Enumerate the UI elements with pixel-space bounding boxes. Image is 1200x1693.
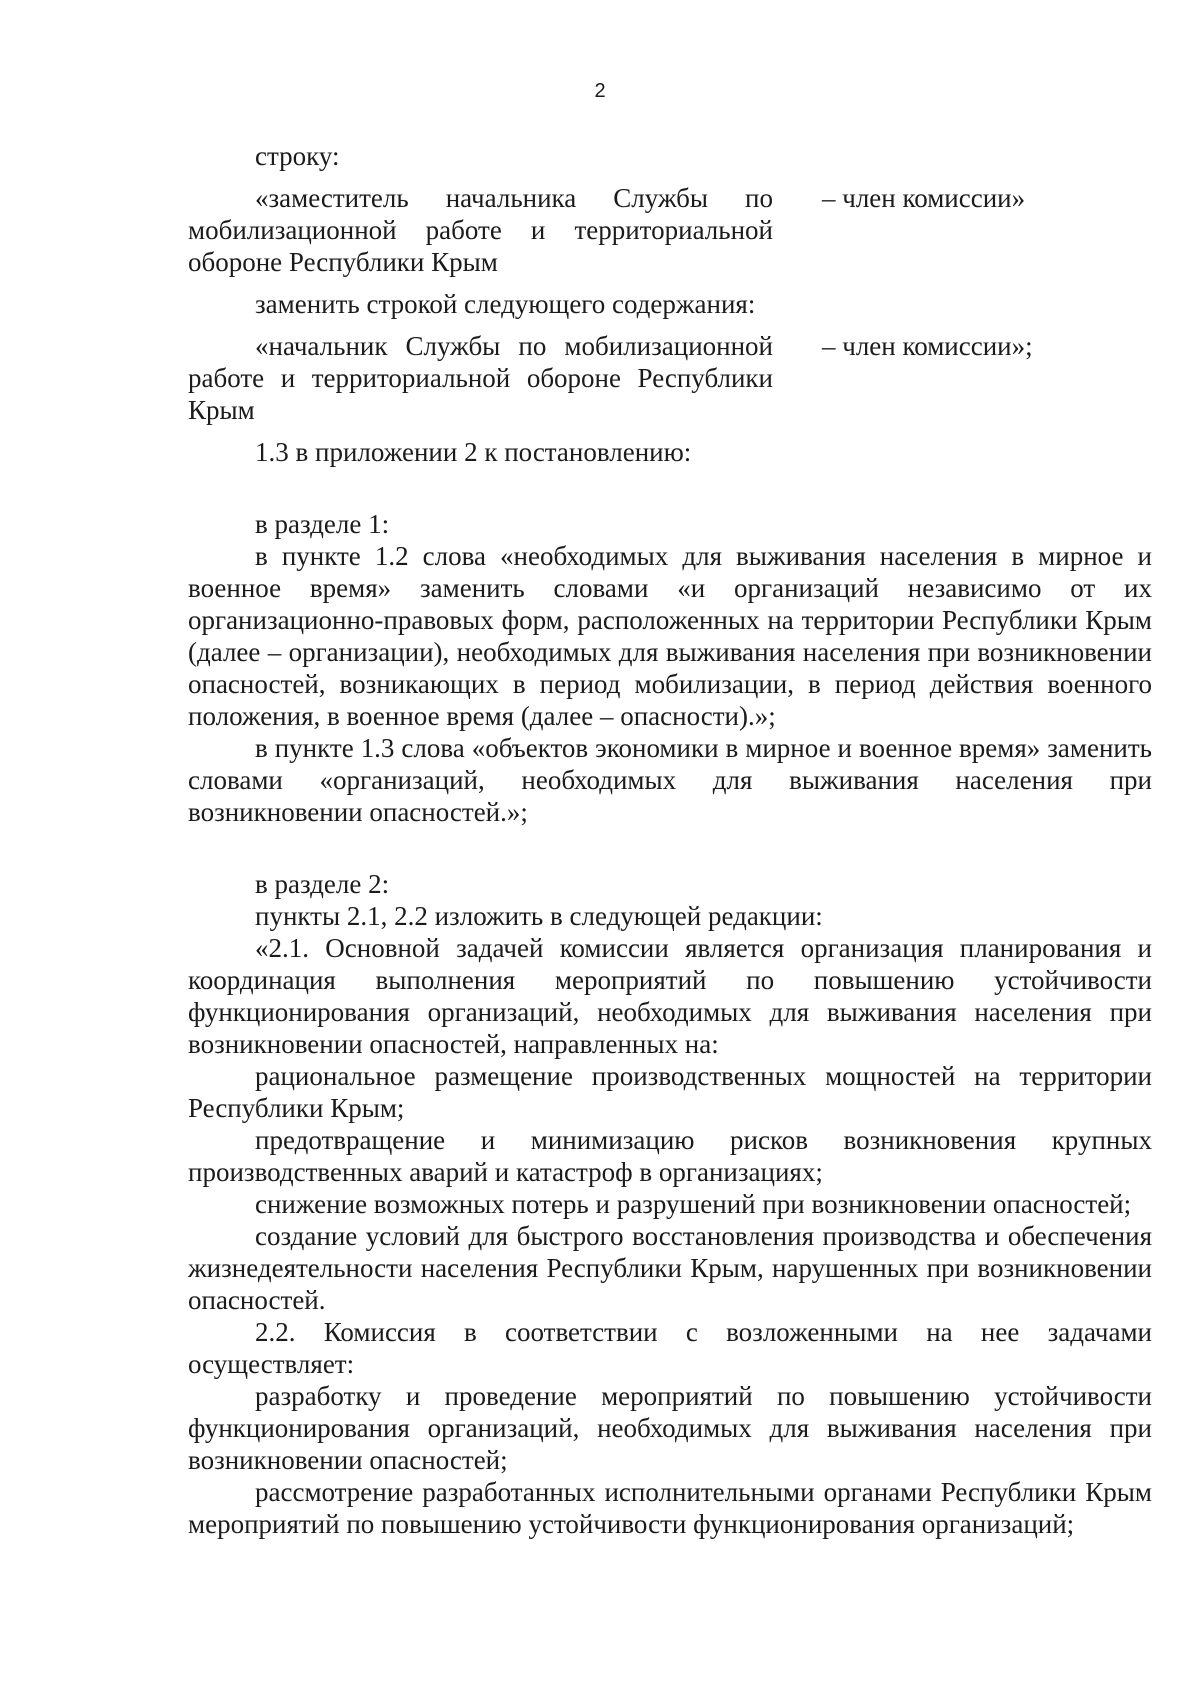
section2-paragraph: разработку и проведение мероприятий по повышению устойчивости функционирования организаций, необходимых для выживания населения при возникновении опасностей;	[188, 1381, 1152, 1475]
section2-paragraph: «2.1. Основной задачей комиссии является организация планирования и координация выполнения мероприятий по повышению устойчивости функционирования организаций, необходимых для выживания населения при возникновении опасностей, направленных на:	[188, 933, 1152, 1059]
row-chief	[188, 330, 1152, 426]
section2-paragraph: предотвращение и минимизацию рисков возникновения крупных производственных аварий и катастроф в организациях;	[188, 1125, 1152, 1187]
row1-position: «заместитель начальника Службы по мобилизационной работе и территориальной обороне Республики Крым	[188, 183, 773, 277]
section1-heading: в разделе 1:	[255, 509, 390, 539]
section2-paragraph: пункты 2.1, 2.2 изложить в следующей редакции:	[255, 901, 823, 931]
appendix-heading: 1.3 в приложении 2 к постановлению:	[255, 437, 692, 467]
section1-paragraph: в пункте 1.2 слова «необходимых для выживания населения в мирное и военное время» заменить словами «и организаций независимо от их организационно-правовых форм, расположенных на территории Республики Крым (далее – организации), необходимых для выживания населения при возникновении опасностей, возникающих в период мобилизации, в период действия военного положения, в военное время (далее – опасности).»;	[188, 541, 1152, 731]
intro-line: строку:	[255, 141, 340, 171]
row2-position: «начальник Службы по мобилизационной работе и территориальной обороне Республики Крым	[188, 331, 773, 425]
row-deputy-chief	[188, 182, 1152, 278]
section2-paragraph: рациональное размещение производственных мощностей на территории Республики Крым;	[188, 1061, 1152, 1123]
document-body	[188, 140, 1152, 1540]
row2-role: – член комиссии»;	[822, 331, 1033, 361]
replace-line: заменить строкой следующего содержания:	[255, 289, 756, 319]
section2-heading: в разделе 2:	[255, 869, 390, 899]
section2-paragraph: создание условий для быстрого восстановления производства и обеспечения жизнедеятельности населения Республики Крым, нарушенных при возникновении опасностей.	[188, 1221, 1152, 1315]
section2-paragraph: 2.2. Комиссия в соответствии с возложенными на нее задачами осуществляет:	[188, 1317, 1152, 1379]
page-number: 2	[594, 80, 606, 102]
row1-role: – член комиссии»	[822, 183, 1026, 213]
section2-paragraph: снижение возможных потерь и разрушений при возникновении опасностей;	[255, 1189, 1132, 1219]
section1-paragraph: в пункте 1.3 слова «объектов экономики в мирное и военное время» заменить словами «организаций, необходимых для выживания населения при возникновении опасностей.»;	[188, 733, 1152, 827]
section2-paragraph: рассмотрение разработанных исполнительными органами Республики Крым мероприятий по повышению устойчивости функционирования организаций;	[188, 1477, 1152, 1539]
